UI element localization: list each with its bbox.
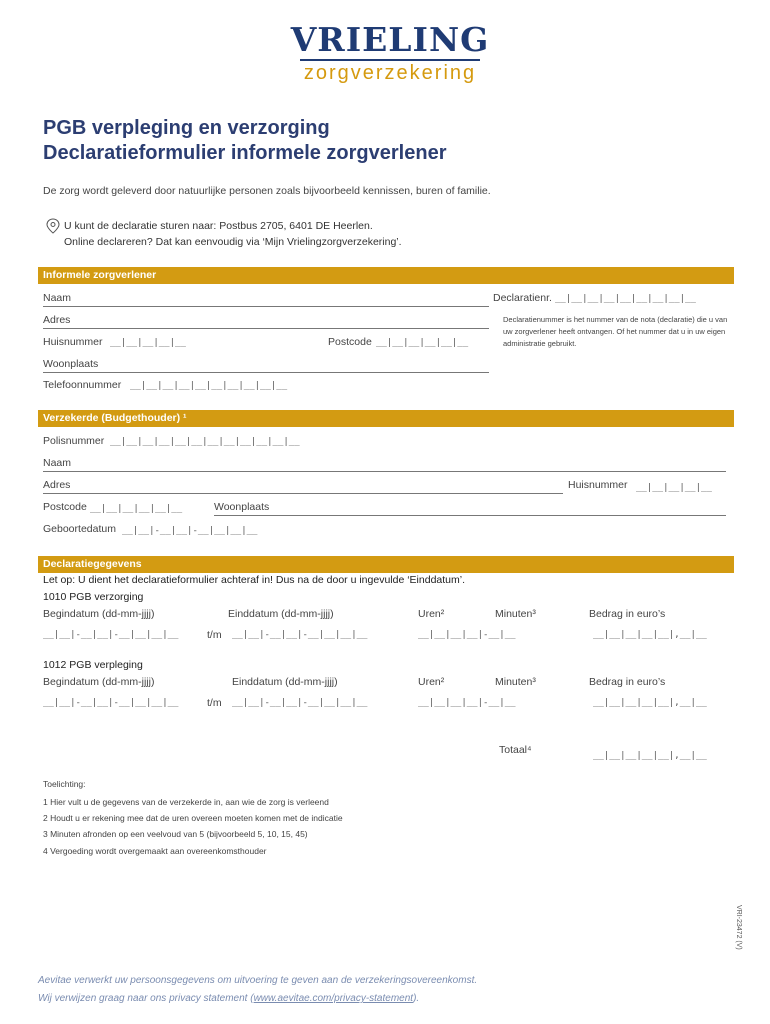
- block1-uren-label: Uren²: [418, 608, 445, 620]
- label-huisnummer-verzekerde: Huisnummer: [568, 479, 628, 491]
- logo-wordmark: VRIELING: [290, 20, 490, 59]
- field-woonplaats-verzekerde[interactable]: [214, 515, 726, 516]
- privacy-link[interactable]: www.aevitae.com/privacy-statement: [253, 993, 414, 1004]
- page-title-line2: Declaratieformulier informele zorgverlener: [43, 142, 447, 164]
- footer-privacy-line2: [38, 993, 419, 1004]
- label-woonplaats: Woonplaats: [43, 358, 99, 370]
- warning-text: Let op: U dient het declaratieformulier achteraf in! Dus na de door u ingevulde ‘Einddatum’.: [43, 574, 465, 586]
- block1-minuten-label: Minuten³: [495, 608, 536, 620]
- field-polisnummer[interactable]: __|__|__|__|__|__|__|__|__|__|__|__: [110, 437, 300, 447]
- totaal-label: Totaal⁴: [499, 744, 532, 756]
- section-declaratiegegevens: Declaratiegegevens: [38, 556, 734, 573]
- field-adres-verzekerde[interactable]: [43, 493, 563, 494]
- label-naam: Naam: [43, 292, 72, 304]
- vrieling-logo: [290, 22, 490, 83]
- page-title-line1: PGB verpleging en verzorging: [43, 117, 330, 139]
- field-declaratienr[interactable]: __|__|__|__|__|__|__|__|__: [555, 294, 696, 304]
- label-woonplaats-verzekerde: Woonplaats: [214, 501, 270, 513]
- block1-begindatum-field[interactable]: __|__|-__|__|-__|__|__|__: [43, 630, 179, 640]
- logo-rule: [300, 59, 480, 61]
- field-huisnummer-verzekerde[interactable]: __|__|__|__|__: [636, 483, 712, 493]
- block2-title: 1012 PGB verpleging: [43, 659, 143, 671]
- block1-einddatum-field[interactable]: __|__|-__|__|-__|__|__|__: [232, 630, 368, 640]
- label-postcode-verzekerde: Postcode: [43, 501, 87, 513]
- label-huisnummer: Huisnummer: [43, 336, 103, 348]
- note-3: 3 Minuten afronden op een veelvoud van 5 (bijvoorbeeld 5, 10, 15, 45): [43, 829, 308, 839]
- field-telefoonnummer[interactable]: __|__|__|__|__|__|__|__|__|__: [130, 381, 288, 391]
- info-online: Online declareren? Dat kan eenvoudig via ‘Mijn Vrielingzorgverzekering’.: [64, 236, 402, 248]
- location-icon: [45, 218, 61, 234]
- footer-suffix: ).: [413, 993, 420, 1004]
- section-informele-zorgverlener: Informele zorgverlener: [38, 267, 734, 284]
- field-geboortedatum[interactable]: __|__|-__|__|-__|__|__|__: [122, 526, 258, 536]
- label-adres-verzekerde: Adres: [43, 479, 71, 491]
- block1-tm: t/m: [207, 629, 222, 641]
- section-verzekerde: Verzekerde (Budgethouder) ¹: [38, 410, 734, 427]
- label-polisnummer: Polisnummer: [43, 435, 105, 447]
- field-huisnummer[interactable]: __|__|__|__|__: [110, 338, 186, 348]
- block2-uren-label: Uren²: [418, 676, 445, 688]
- block1-uren-field[interactable]: __|__|__|__|-__|__: [418, 630, 516, 640]
- declaratienr-note: Declaratienummer is het nummer van de nota (declaratie) die u van uw zorgverlener heeft ontvangen. Of het nummer dat u in uw eigen administratie gebruikt.: [503, 315, 728, 348]
- label-adres: Adres: [43, 314, 71, 326]
- label-declaratienr: Declaratienr.: [493, 292, 552, 304]
- block2-tm: t/m: [207, 697, 222, 709]
- block2-bedrag-label: Bedrag in euro’s: [589, 676, 666, 688]
- label-telefoonnummer: Telefoonnummer: [43, 379, 122, 391]
- block1-bedrag-label: Bedrag in euro’s: [589, 608, 666, 620]
- field-postcode[interactable]: __|__|__|__|__|__: [376, 338, 469, 348]
- label-postcode: Postcode: [328, 336, 372, 348]
- block2-minuten-label: Minuten³: [495, 676, 536, 688]
- notes-title: Toelichting:: [43, 779, 86, 789]
- footer-privacy-line1: Aevitae verwerkt uw persoonsgegevens om uitvoering te geven aan de verzekeringsovereenkomst.: [38, 975, 478, 986]
- note-2: 2 Houdt u er rekening mee dat de uren overeen moeten komen met de indicatie: [43, 813, 343, 823]
- block2-einddatum-field[interactable]: __|__|-__|__|-__|__|__|__: [232, 698, 368, 708]
- form-code: VRI-23472 (V): [735, 905, 742, 950]
- footer-prefix: Wij verwijzen graag naar ons privacy statement (: [38, 993, 254, 1004]
- field-naam-verzekerde[interactable]: [43, 471, 726, 472]
- block2-begindatum-field[interactable]: __|__|-__|__|-__|__|__|__: [43, 698, 179, 708]
- totaal-field[interactable]: __|__|__|__|__|,__|__: [593, 751, 707, 761]
- field-woonplaats[interactable]: [43, 372, 489, 373]
- block1-einddatum-label: Einddatum (dd-mm-jjjj): [228, 608, 334, 620]
- block1-bedrag-field[interactable]: __|__|__|__|__|,__|__: [593, 630, 707, 640]
- label-geboortedatum: Geboortedatum: [43, 523, 116, 535]
- label-naam-verzekerde: Naam: [43, 457, 72, 469]
- block2-uren-field[interactable]: __|__|__|__|-__|__: [418, 698, 516, 708]
- block2-einddatum-label: Einddatum (dd-mm-jjjj): [232, 676, 338, 688]
- logo-subtitle: zorgverzekering: [303, 62, 477, 84]
- block1-begindatum-label: Begindatum (dd-mm-jjjj): [43, 608, 155, 620]
- field-adres[interactable]: [43, 328, 489, 329]
- info-address: U kunt de declaratie sturen naar: Postbus 2705, 6401 DE Heerlen.: [64, 220, 373, 232]
- block1-title: 1010 PGB verzorging: [43, 591, 144, 603]
- block2-begindatum-label: Begindatum (dd-mm-jjjj): [43, 676, 155, 688]
- intro-text: De zorg wordt geleverd door natuurlijke personen zoals bijvoorbeeld kennissen, buren of familie.: [43, 185, 491, 197]
- note-4: 4 Vergoeding wordt overgemaakt aan overeenkomsthouder: [43, 846, 267, 856]
- field-naam[interactable]: [43, 306, 489, 307]
- note-1: 1 Hier vult u de gegevens van de verzekerde in, aan wie de zorg is verleend: [43, 797, 329, 807]
- field-postcode-verzekerde[interactable]: __|__|__|__|__|__: [90, 504, 183, 514]
- block2-bedrag-field[interactable]: __|__|__|__|__|,__|__: [593, 698, 707, 708]
